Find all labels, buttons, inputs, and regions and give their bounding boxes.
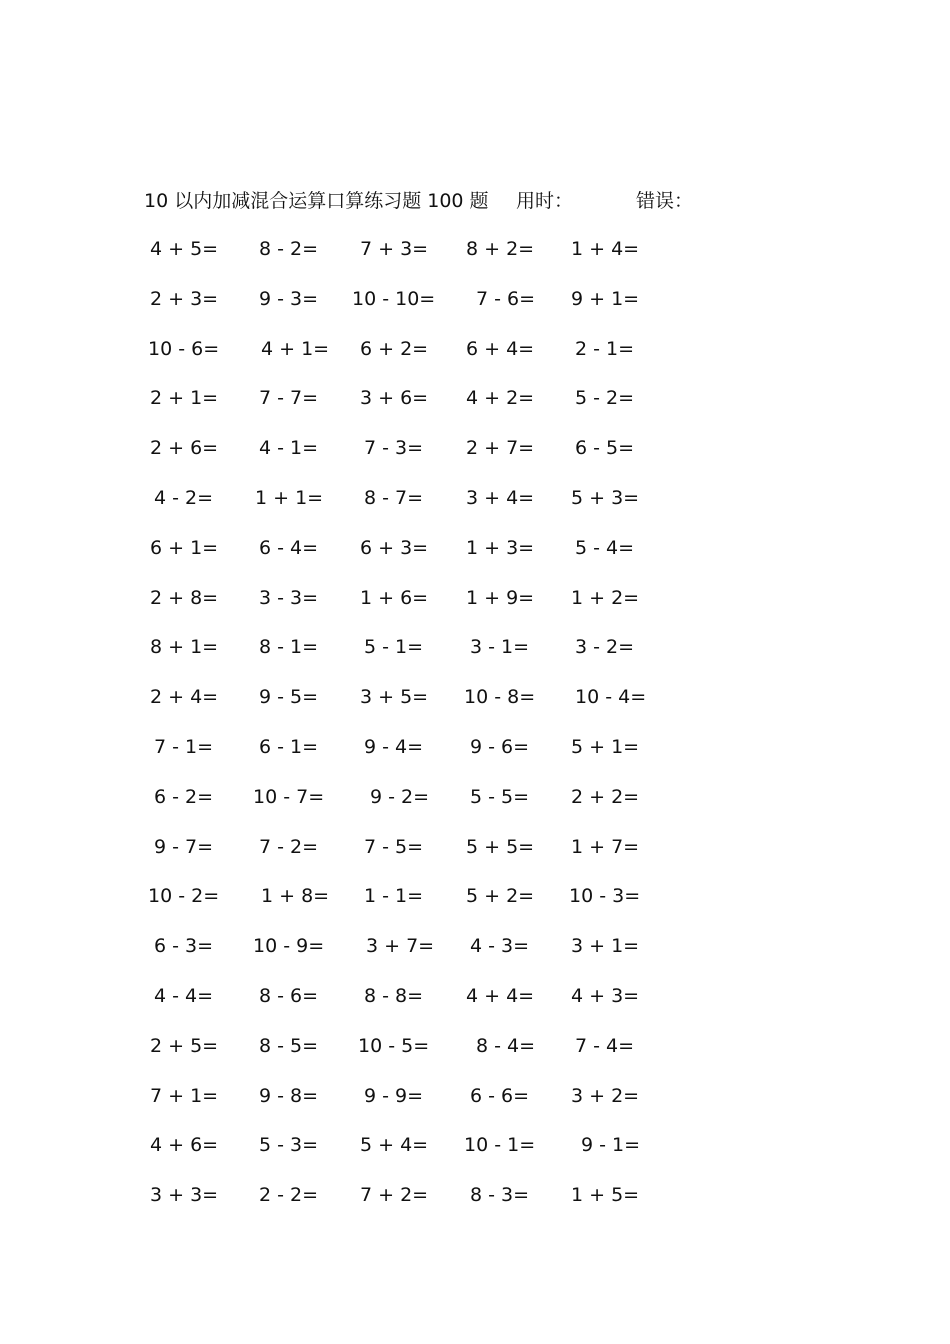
- problem-item: 7 - 1=: [154, 736, 214, 758]
- problem-item: 10 - 8=: [464, 686, 536, 709]
- problem-item: 2 + 4=: [150, 686, 219, 709]
- problem-item: 6 - 5=: [575, 437, 635, 460]
- problem-item: 7 - 7=: [259, 387, 319, 410]
- problem-item: 8 - 2=: [259, 238, 319, 260]
- problem-item: 9 - 2=: [370, 785, 430, 808]
- problem-item: 2 + 6=: [150, 437, 219, 460]
- problem-item: 3 + 3=: [150, 1184, 219, 1207]
- problem-item: 4 - 4=: [154, 985, 214, 1007]
- problem-item: 6 - 6=: [470, 1084, 530, 1107]
- problem-item: 1 + 3=: [466, 536, 535, 559]
- problem-item: 1 + 9=: [466, 586, 535, 609]
- problem-item: 6 + 1=: [150, 536, 219, 559]
- problem-item: 9 - 4=: [364, 736, 424, 758]
- problem-item: 10 - 7=: [253, 785, 325, 808]
- problem-item: 5 - 5=: [470, 785, 530, 808]
- problem-item: 8 - 7=: [364, 487, 424, 509]
- problem-item: 2 - 1=: [575, 337, 635, 360]
- problem-item: 8 - 5=: [259, 1034, 319, 1057]
- problem-item: 2 + 5=: [150, 1034, 219, 1057]
- problem-item: 10 - 3=: [569, 885, 641, 908]
- problem-item: 5 + 4=: [360, 1134, 429, 1157]
- problem-item: 5 + 3=: [571, 487, 640, 509]
- problem-item: 7 + 1=: [150, 1084, 219, 1107]
- problem-item: 4 - 1=: [259, 437, 319, 460]
- problem-item: 3 + 6=: [360, 387, 429, 410]
- problem-item: 9 - 9=: [364, 1084, 424, 1107]
- problem-item: 6 - 3=: [154, 935, 214, 958]
- problem-item: 6 + 3=: [360, 536, 429, 559]
- problem-item: 1 + 8=: [261, 885, 330, 908]
- problem-item: 1 - 1=: [364, 885, 424, 908]
- problem-item: 9 - 8=: [259, 1084, 319, 1107]
- problem-item: 5 - 2=: [575, 387, 635, 410]
- problem-item: 5 + 1=: [571, 736, 640, 758]
- problem-item: 9 - 1=: [581, 1134, 641, 1157]
- problem-item: 9 - 7=: [154, 835, 214, 858]
- problem-item: 6 - 4=: [259, 536, 319, 559]
- problem-item: 10 - 6=: [148, 337, 220, 360]
- problem-item: 10 - 9=: [253, 935, 325, 958]
- problem-item: 10 - 5=: [358, 1034, 430, 1057]
- problem-item: 4 + 4=: [466, 985, 535, 1007]
- problem-item: 2 + 3=: [150, 287, 219, 310]
- problem-item: 1 + 5=: [571, 1184, 640, 1207]
- problem-item: 1 + 4=: [571, 238, 640, 260]
- problem-item: 2 + 8=: [150, 586, 219, 609]
- problem-item: 5 + 2=: [466, 885, 535, 908]
- problem-item: 5 + 5=: [466, 835, 535, 858]
- problem-item: 10 - 2=: [148, 885, 220, 908]
- problem-item: 3 + 2=: [571, 1084, 640, 1107]
- problem-item: 4 - 2=: [154, 487, 214, 509]
- problem-item: 3 - 3=: [259, 586, 319, 609]
- problem-item: 7 - 2=: [259, 835, 319, 858]
- problem-item: 2 + 7=: [466, 437, 535, 460]
- problem-item: 8 - 6=: [259, 985, 319, 1007]
- problem-item: 1 + 2=: [571, 586, 640, 609]
- problem-item: 7 + 2=: [360, 1184, 429, 1207]
- problem-item: 4 + 1=: [261, 337, 330, 360]
- problem-item: 10 - 1=: [464, 1134, 536, 1157]
- problem-item: 3 - 2=: [575, 636, 635, 659]
- problem-item: 8 - 1=: [259, 636, 319, 659]
- problem-item: 9 - 3=: [259, 287, 319, 310]
- problem-item: 9 - 5=: [259, 686, 319, 709]
- problem-item: 6 + 4=: [466, 337, 535, 360]
- problem-item: 8 - 8=: [364, 985, 424, 1007]
- problem-item: 4 + 5=: [150, 238, 219, 260]
- problem-item: 7 + 3=: [360, 238, 429, 260]
- problem-item: 3 + 4=: [466, 487, 535, 509]
- problem-item: 3 + 1=: [571, 935, 640, 958]
- problem-item: 8 - 4=: [476, 1034, 536, 1057]
- problem-item: 1 + 6=: [360, 586, 429, 609]
- problem-item: 4 - 3=: [470, 935, 530, 958]
- problem-item: 10 - 4=: [575, 686, 647, 709]
- problem-item: 7 - 4=: [575, 1034, 635, 1057]
- time-used-label: 用时：: [516, 190, 574, 212]
- problem-item: 3 - 1=: [470, 636, 530, 659]
- problem-item: 3 + 5=: [360, 686, 429, 709]
- problem-item: 1 + 1=: [255, 487, 324, 509]
- problem-item: 4 + 3=: [571, 985, 640, 1007]
- problem-item: 9 + 1=: [571, 287, 640, 310]
- problem-item: 6 - 2=: [154, 785, 214, 808]
- problem-item: 5 - 3=: [259, 1134, 319, 1157]
- errors-label: 错误：: [636, 190, 694, 212]
- problem-item: 2 - 2=: [259, 1184, 319, 1207]
- problem-item: 10 - 10=: [352, 287, 436, 310]
- problem-item: 9 - 6=: [470, 736, 530, 758]
- problem-item: 7 - 3=: [364, 437, 424, 460]
- problem-item: 8 + 2=: [466, 238, 535, 260]
- problem-item: 6 + 2=: [360, 337, 429, 360]
- problem-item: 7 - 6=: [476, 287, 536, 310]
- problem-item: 5 - 4=: [575, 536, 635, 559]
- problem-item: 2 + 2=: [571, 785, 640, 808]
- problem-item: 5 - 1=: [364, 636, 424, 659]
- problem-item: 4 + 6=: [150, 1134, 219, 1157]
- problem-item: 2 + 1=: [150, 387, 219, 410]
- problem-item: 6 - 1=: [259, 736, 319, 758]
- problem-item: 1 + 7=: [571, 835, 640, 858]
- worksheet-title: 10 以内加减混合运算口算练习题 100 题: [144, 190, 489, 212]
- problem-item: 7 - 5=: [364, 835, 424, 858]
- problem-item: 3 + 7=: [366, 935, 435, 958]
- problem-item: 8 + 1=: [150, 636, 219, 659]
- problem-item: 4 + 2=: [466, 387, 535, 410]
- problem-item: 8 - 3=: [470, 1184, 530, 1207]
